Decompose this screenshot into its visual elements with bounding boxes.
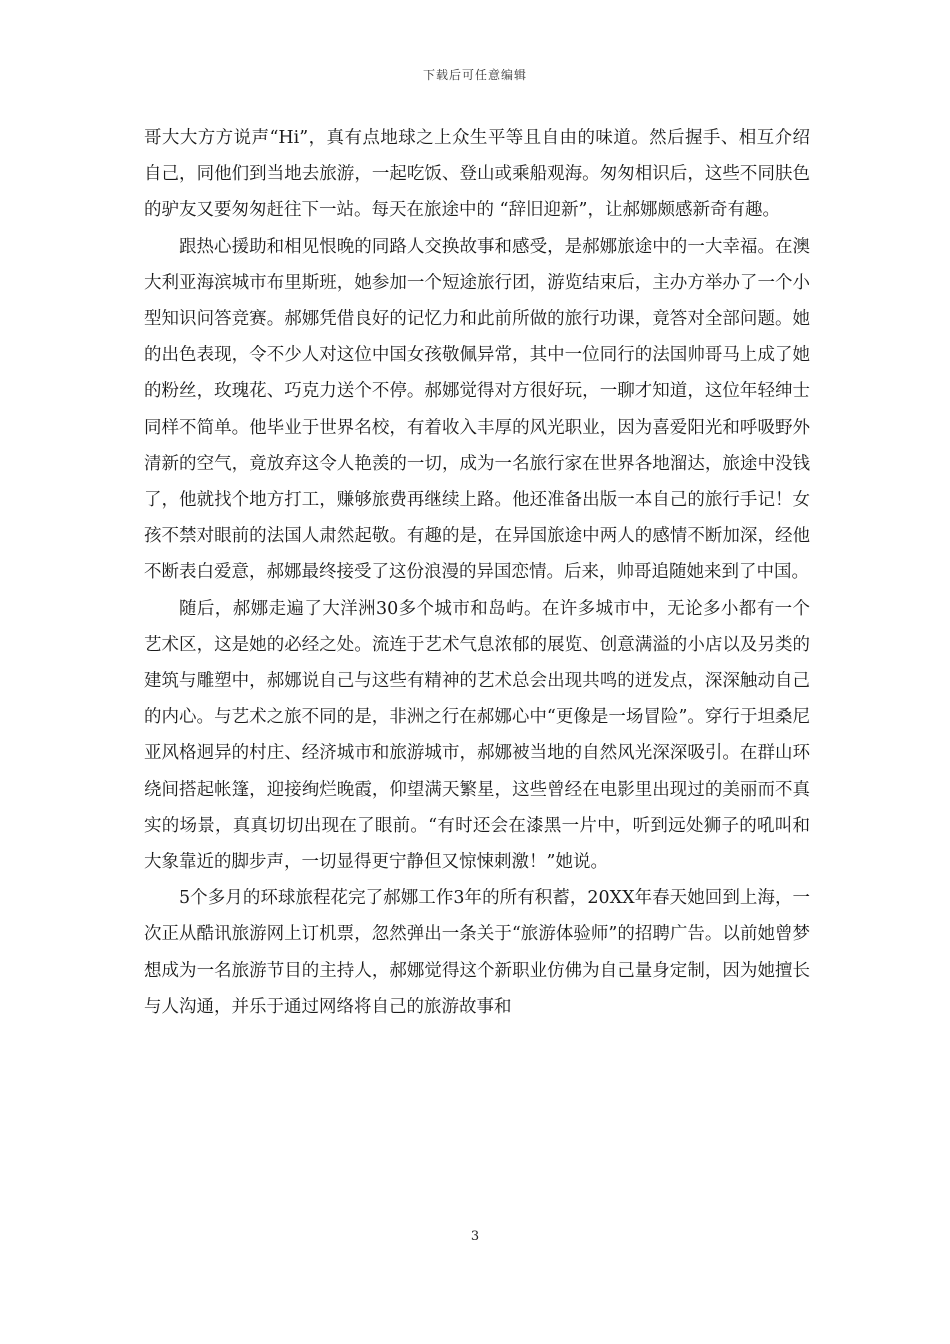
body-text xyxy=(144,120,810,1025)
paragraph-return-shanghai: 5个多月的环球旅程花完了郝娜工作3年的所有积蓄，20XX年春天她回到上海，一次正从酷讯旅游网上订机票，忽然弹出一条关于“旅游体验师”的招聘广告。以前她曾梦想成为一名旅游节目的主持人，郝娜觉得这个新职业仿佛为自己量身定制，因为她擅长与人沟通，并乐于通过网络将自己的旅游故事和 xyxy=(144,888,810,1017)
paragraph-brisbane: 跟热心援助和相见恨晚的同路人交换故事和感受，是郝娜旅途中的一大幸福。在澳大利亚海滨城市布里斯班，她参加一个短途旅行团，游览结束后，主办方举办了一个小型知识问答竞赛。郝娜凭借良好的记忆力和此前所做的旅行功课，竟答对全部问题。她的出色表现，令不少人对这位中国女孩敬佩异常，其中一位同行的法国帅哥马上成了她的粉丝，玫瑰花、巧克力送个不停。郝娜觉得对方很好玩，一聊才知道，这位年轻绅士同样不简单。他毕业于世界名校，有着收入丰厚的风光职业，因为喜爱阳光和呼吸野外清新的空气，竟放弃这令人艳羡的一切，成为一名旅行家在世界各地溜达，旅途中没钱了，他就找个地方打工，赚够旅费再继续上路。他还准备出版一本自己的旅行手记！女孩不禁对眼前的法国人肃然起敬。有趣的是，在异国旅途中两人的感情不断加深，经他不断表白爱意，郝娜最终接受了这份浪漫的异国恋情。后来，帅哥追随她来到了中国。 xyxy=(144,236,810,583)
paragraph-continuation: 哥大大方方说声“Hi”，真有点地球之上众生平等且自由的味道。然后握手、相互介绍自己，同他们到当地去旅游，一起吃饭、登山或乘船观海。匆匆相识后，这些不同肤色的驴友又要匆匆赶往下一站。每天在旅途中的 “辞旧迎新”，让郝娜颇感新奇有趣。 xyxy=(144,128,810,221)
paragraph-oceania-africa: 随后，郝娜走遍了大洋洲30多个城市和岛屿。在许多城市中，无论多小都有一个艺术区，这是她的必经之处。流连于艺术气息浓郁的展览、创意满溢的小店以及另类的建筑与雕塑中，郝娜说自己与这些有精神的艺术总会出现共鸣的迸发点，深深触动自己的内心。与艺术之旅不同的是，非洲之行在郝娜心中“更像是一场冒险”。穿行于坦桑尼亚风格迥异的村庄、经济城市和旅游城市，郝娜被当地的自然风光深深吸引。在群山环绕间搭起帐篷，迎接绚烂晚霞，仰望满天繁星，这些曾经在电影里出现过的美丽而不真实的场景，真真切切出现在了眼前。“有时还会在漆黑一片中，听到远处狮子的吼叫和大象靠近的脚步声，一切显得更宁静但又惊悚刺激！”她说。 xyxy=(144,598,810,873)
page-header: 下载后可任意编辑 xyxy=(422,68,527,82)
page-number: 3 xyxy=(470,1229,480,1244)
